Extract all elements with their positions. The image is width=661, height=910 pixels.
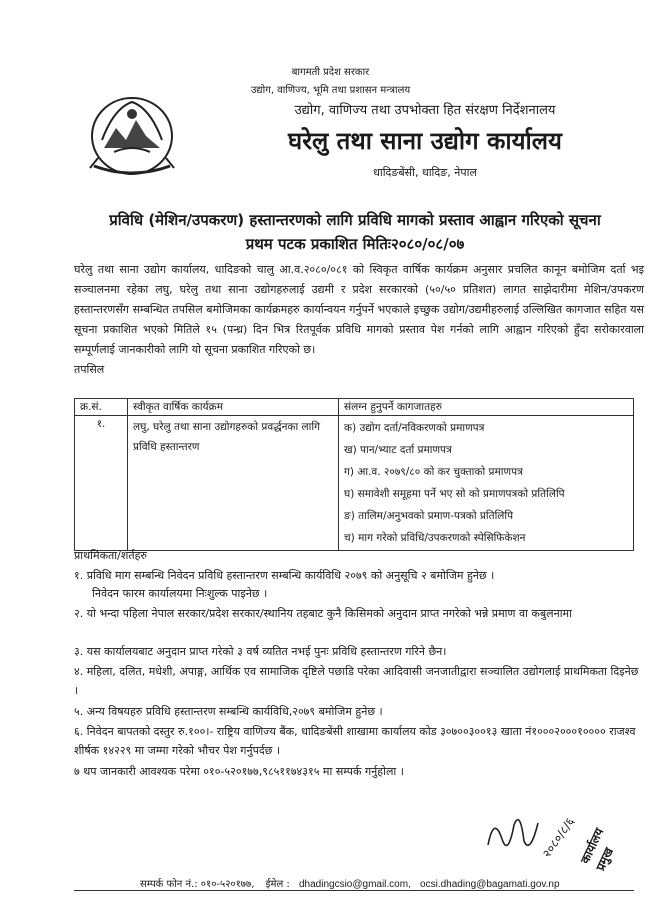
notice-body — [74, 260, 644, 380]
footer-email-2: ocsi.dhading@bagamati.gov.np — [420, 879, 560, 890]
row-program: लघु, घरेलु तथा साना उद्योगहरुको प्रवर्द्धनका लागि प्रविधि हस्तान्तरण — [128, 416, 339, 551]
document-item: च) माग गरेको प्रविधि/उपकरणको स्पेसिफिकेशन — [344, 532, 526, 544]
header-directorate: उद्योग, वाणिज्य तथा उपभोक्ता हित संरक्षण निर्देशनालय — [294, 103, 556, 118]
condition-item: निवेदन फारम कार्यालयमा निःशुल्क पाइनेछ । — [92, 587, 268, 600]
document-item: घ) समावेशी समूहमा पर्ने भए सो को प्रमाणपत्रको प्रतिलिपि — [344, 488, 565, 500]
requirements-table — [74, 398, 634, 551]
signatory-title: कार्यालय प्रमुख — [577, 825, 616, 873]
row-sn: १. — [75, 416, 128, 551]
publication-date: प्रथम पटक प्रकाशित मितिः२०८०/०८/०७ — [245, 235, 465, 253]
footer-contact — [140, 876, 640, 890]
footer-email-label: ईमेल : — [265, 879, 290, 890]
notice-body-text: घरेलु तथा साना उद्योग कार्यालय, धादिङको चालु आ.व.२०८०/०८१ को स्विकृत वार्षिक कार्यक्रम अनुसार प्रचलित कानून बमोजिम दर्ता भइ सञ्चालनमा रहेका लघु, घरेलु तथा साना उद्योगहरुलाई उद्यमी र प्रदेश सरकारको (५०/५० प्रतिशत) लागत साझेदारीमा मेशिन/उपकरण हस्तान्तरणसँग सम्बन्धित तपसिल बमोजिमका कार्यक्रमहरु कार्यान्वयन गर्नुपर्ने भएकाले इच्छुक उद्योग/उद्यमीहरुलाई उल्लिखित कागजात सहित यस सूचना प्रकाशित भएको मितिले १५ (पन्ध्र) दिन भित्र रितपूर्वक प्रविधि मागको प्रस्ताव पेश गर्नको लागि आह्वान गरिएको हुँदा सरोकारवाला सम्पूर्णलाई जानकारीको लागि यो सूचना प्रकाशित गरिएको छ। — [74, 263, 644, 356]
footer-divider — [74, 890, 634, 891]
condition-item: ७ थप जानकारी आवश्यक परेमा ०१०-५२०१७७,९८५११७४३१५ मा सम्पर्क गर्नुहोला । — [74, 765, 404, 778]
header-province: बागमती प्रदेश सरकार — [291, 67, 370, 78]
conditions-heading: प्राथमिकता/शर्तहरु — [74, 549, 148, 562]
table-row — [75, 416, 634, 551]
header-office-name: घरेलु तथा साना उद्योग कार्यालय — [288, 127, 562, 155]
header-address: धादिङबेंसी, धादिङ, नेपाल — [373, 166, 477, 179]
tapasil-label: तपसिल — [74, 363, 105, 376]
col-header-program: स्वीकृत वार्षिक कार्यक्रम — [128, 399, 339, 416]
notice-title: प्रविधि (मेशिन/उपकरण) हस्तान्तरणको लागि प्रविधि मागको प्रस्ताव आह्वान गरिएको सूचना — [109, 211, 601, 229]
document-item: क) उद्योग दर्ता/नविकरणको प्रमाणपत्र — [344, 422, 485, 434]
condition-item: ३. यस कार्यालयबाट अनुदान प्राप्त गरेको ३ वर्ष व्यतित नभई पुनः प्रविधि हस्तान्तरण गरिने छैन। — [74, 645, 447, 658]
document-item: ख) पान/भ्याट दर्ता प्रमाणपत्र — [344, 444, 452, 456]
signature-block — [480, 795, 620, 873]
table-header-row — [75, 399, 634, 416]
document-item: ङ) तालिम/अनुभवको प्रमाण-पत्रको प्रतिलिपि — [344, 510, 514, 522]
col-header-sn: क्र.सं. — [75, 399, 128, 416]
condition-item: २. यो भन्दा पहिला नेपाल सरकार/प्रदेश सरकार/स्थानिय तहबाट कुनै किसिमको अनुदान प्राप्त नगरेको भन्ने प्रमाण वा कबुलनामा — [74, 607, 572, 620]
col-header-documents: संलग्न हुनुपर्ने कागजातहरु — [339, 399, 634, 416]
condition-item: १. प्रविधि माग सम्बन्धि निवेदन प्रविधि हस्तान्तरण सम्बन्धि कार्यविधि २०७९ को अनुसूचि २ बमोजिम हुनेछ । — [74, 569, 495, 582]
footer-phone: सम्पर्क फोन नं.: ०१०-५२०१७७, — [140, 879, 255, 890]
condition-item: ४. महिला, दलित, मधेशी, अपाङ्ग, आर्थिक एव सामाजिक दृष्टिले पछाडि परेका आदिवासी जनजातीद्वारा सञ्चालित उद्योगलाई प्राथमिकता दिइनेछ । — [74, 665, 639, 697]
nepal-emblem-icon — [84, 88, 180, 180]
footer-email-1: dhadingcsio@gmail.com, — [298, 879, 411, 890]
condition-item: ६. निवेदन बापतको दस्तुर रु.१००।- राष्ट्रिय वाणिज्य बैंक, धादिङबेंसी शाखामा कार्यालय कोड ३०७००३००१३ खाता नं१०००२०००१०००० राजश्व शीर्षक १४२२९ मा जम्मा गरेको भौचर पेश गर्नुपर्दछ । — [74, 725, 636, 757]
row-documents — [339, 416, 634, 551]
document-item: ग) आ.व. २०७९/८० को कर चुक्ताको प्रमाणपत्र — [344, 466, 523, 478]
signature-date: २०८०/८/६ — [539, 814, 578, 861]
condition-item: ५. अन्य विषयहरु प्रविधि हस्तान्तरण सम्बन्धि कार्यविधि,२०७९ बमोजिम हुनेछ । — [74, 705, 383, 718]
header-ministry: उद्योग, वाणिज्य, भूमि तथा प्रशासन मन्त्रालय — [250, 85, 411, 96]
